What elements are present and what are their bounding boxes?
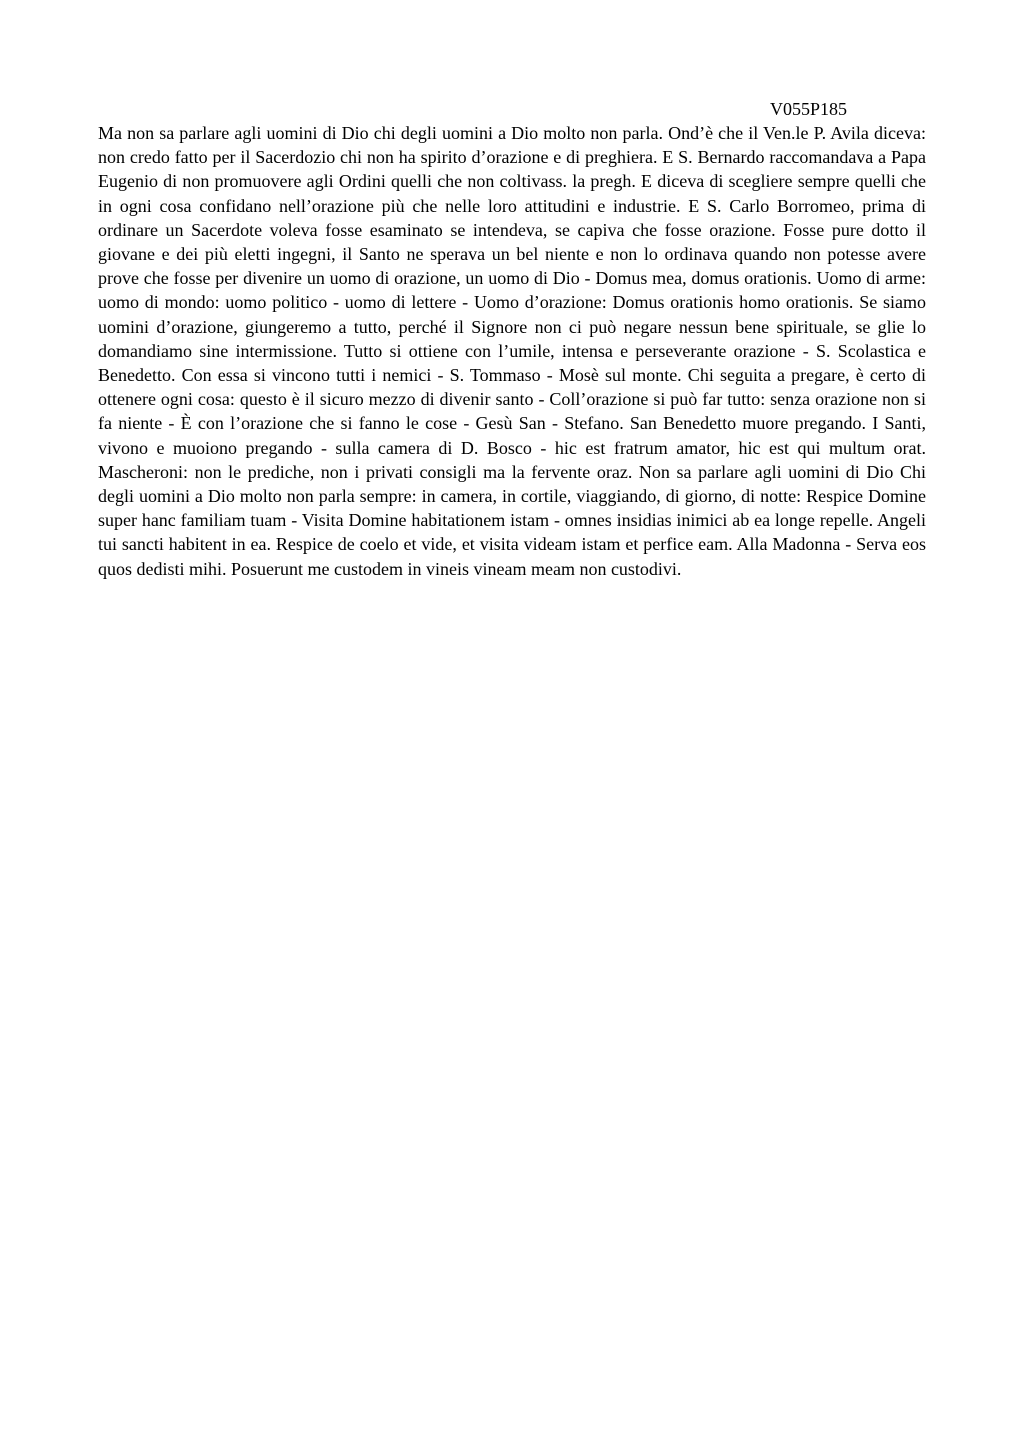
page-identifier: V055P185	[770, 99, 848, 119]
body-paragraph: Ma non sa parlare agli uomini di Dio chi degli uomini a Dio molto non parla. Ond’è che il Ven.le P. Avila diceva: non credo fatto per il Sacerdozio chi non ha spirito d’orazione e di preghiera. E S. Bernardo raccomandava a Papa Eugenio di non promuovere agli Ordini quelli che non coltivass. la pregh. E diceva di scegliere sempre quelli che in ogni cosa confidano nell’orazione più che nelle loro attitudini e industrie. E S. Carlo Borromeo, prima di ordinare un Sacerdote voleva fosse esaminato se intendeva, se capiva che fosse orazione. Fosse pure dotto il giovane e dei più eletti ingegni, il Santo ne sperava un bel niente e non lo ordinava quando non potesse avere prove che fosse per divenire un uomo di orazione, un uomo di Dio - Domus mea, domus orationis. Uomo di arme: uomo di mondo: uomo politico - uomo di lettere - Uomo d’orazione: Domus orationis homo orationis. Se siamo uomini d’orazione, giungeremo a tutto, perché il Signore non ci può negare nessun bene spirituale, se glie lo domandiamo sine intermissione. Tutto si ottiene con l’umile, intensa e perseverante orazione - S. Scolastica e Benedetto. Con essa si vincono tutti i nemici - S. Tommaso - Mosè sul monte. Chi seguita a pregare, è certo di ottenere ogni cosa: questo è il sicuro mezzo di divenir santo - Coll’orazione si può far tutto: senza orazione non si fa niente - È con l’orazione che si fanno le cose - Gesù San - Stefano. San Benedetto muore pregando. I Santi, vivono e muoiono pregando - sulla camera di D. Bosco - hic est fratrum amator, hic est qui multum orat. Mascheroni: non le prediche, non i privati consigli ma la fervente oraz. Non sa parlare agli uomini di Dio Chi degli uomini a Dio molto non parla sempre: in camera, in cortile, viaggiando, di giorno, di notte: Respice Domine super hanc familiam tuam - Visita Domine habitationem istam - omnes insidias inimici ab ea longe repelle. Angeli tui sancti habitent in ea. Respice de coelo et vide, et visita videam istam et perfice eam. Alla Madonna - Serva eos quos dedisti mihi. Posuerunt me custodem in vineis vineam meam non custodivi.	[98, 123, 926, 579]
